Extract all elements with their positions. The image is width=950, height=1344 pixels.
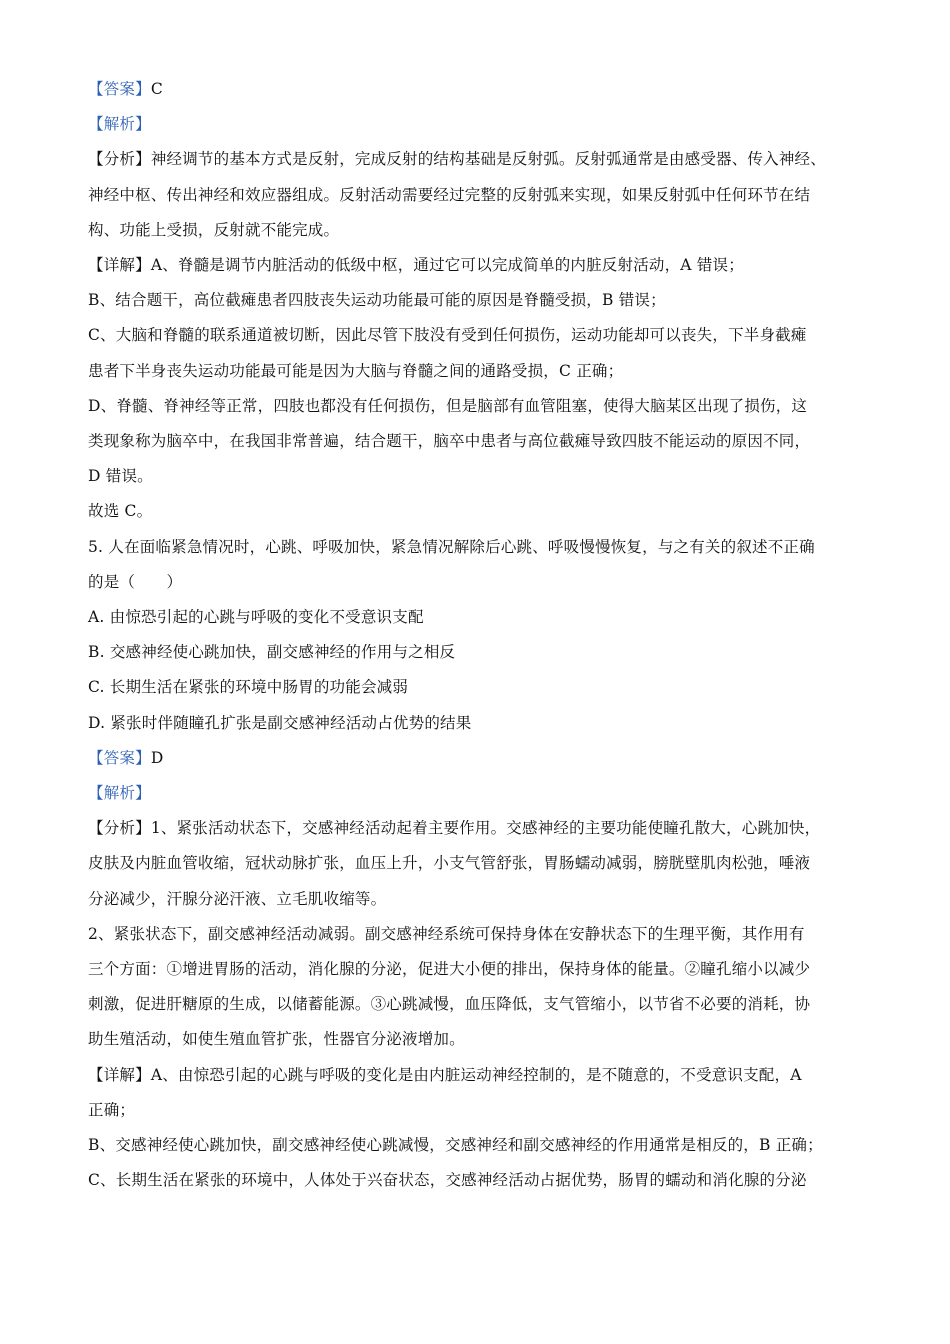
xiangjie-text: A、脊髓是调节内脏活动的低级中枢，通过它可以完成简单的内脏反射活动，A 错误； <box>150 256 744 275</box>
answer-value: C <box>150 80 163 98</box>
q5-fenxi-line: 三个方面：①增进胃肠的活动，消化腺的分泌，促进大小便的排出，保持身体的能量。②瞳孔缩小以减少 <box>88 960 811 979</box>
q4-xiangjie-line: B、结合题干，高位截瘫患者四肢丧失运动功能最可能的原因是脊髓受损，B 错误； <box>88 291 666 310</box>
q5-xiangjie-line: C、长期生活在紧张的环境中，人体处于兴奋状态，交感神经活动占据优势，肠胃的蠕动和消化腺的分泌 <box>88 1171 807 1190</box>
q4-fenxi-line <box>88 142 878 177</box>
q5-fenxi-line <box>88 811 878 846</box>
q5-fenxi-line: 刺激，促进肝糖原的生成，以储蓄能源。③心跳减慢，血压降低，支气管缩小，以节省不必要的消耗，协 <box>88 995 811 1014</box>
q4-answer-line <box>88 72 878 107</box>
q5-option-c: C. 长期生活在紧张的环境中肠胃的功能会减弱 <box>88 678 409 697</box>
xiangjie-tag: 【详解】 <box>88 256 151 275</box>
fenxi-tag: 【分析】 <box>88 150 151 169</box>
q5-fenxi-line: 分泌减少，汗腺分泌汗液、立毛肌收缩等。 <box>88 889 387 908</box>
fenxi-text: 神经调节的基本方式是反射，完成反射的结构基础是反射弧。反射弧通常是由感受器、传入神经、 <box>150 150 826 169</box>
q4-xiangjie-line <box>88 248 878 283</box>
analysis-tag: 【解析】 <box>88 115 151 134</box>
xiangjie-tag: 【详解】 <box>88 1065 151 1084</box>
q5-answer-line <box>88 741 878 776</box>
q5-fenxi-line: 助生殖活动，如使生殖血管扩张，性器官分泌液增加。 <box>88 1030 465 1049</box>
q5-fenxi-line: 皮肤及内脏血管收缩，冠状动脉扩张，血压上升，小支气管舒张，胃肠蠕动减弱，膀胱壁肌肉松弛，唾液 <box>88 854 811 873</box>
document-page <box>88 72 878 1199</box>
q5-xiangjie-line: 正确； <box>88 1100 136 1119</box>
q4-xiangjie-line: 类现象称为脑卒中，在我国非常普遍，结合题干，脑卒中患者与高位截瘫导致四肢不能运动的原因不同， <box>88 432 811 451</box>
q4-xiangjie-line: D 错误。 <box>88 467 153 486</box>
q5-xiangjie-line <box>88 1058 878 1093</box>
xiangjie-text: A、由惊恐引起的心跳与呼吸的变化是由内脏运动神经控制的，是不随意的，不受意识支配，A <box>150 1065 802 1084</box>
q5-option-d: D. 紧张时伴随瞳孔扩张是副交感神经活动占优势的结果 <box>88 713 472 732</box>
q4-fenxi-line: 构、功能上受损，反射就不能完成。 <box>88 220 340 239</box>
q4-xiangjie-line: C、大脑和脊髓的联系通道被切断，因此尽管下肢没有受到任何损伤，运动功能却可以丧失，下半身截瘫 <box>88 326 807 345</box>
q5-fenxi-line: 2、紧张状态下，副交感神经活动减弱。副交感神经系统可保持身体在安静状态下的生理平衡，其作用有 <box>88 924 805 943</box>
q5-stem-line: 的是（ ） <box>88 572 183 591</box>
q5-analysis-heading <box>88 776 878 811</box>
q4-xiangjie-line: 患者下半身丧失运动功能最可能是因为大脑与脊髓之间的通路受损，C 正确； <box>88 361 624 380</box>
q5-option-b: B. 交感神经使心跳加快，副交感神经的作用与之相反 <box>88 643 456 662</box>
fenxi-tag: 【分析】 <box>88 819 151 838</box>
analysis-tag: 【解析】 <box>88 784 151 803</box>
q4-conclusion: 故选 C。 <box>88 502 153 521</box>
answer-value: D <box>150 748 164 767</box>
q4-xiangjie-line: D、脊髓、脊神经等正常，四肢也都没有任何损伤，但是脑部有血管阻塞，使得大脑某区出现了损伤，这 <box>88 396 808 415</box>
q5-option-a: A. 由惊恐引起的心跳与呼吸的变化不受意识支配 <box>88 608 424 627</box>
q4-fenxi-line: 神经中枢、传出神经和效应器组成。反射活动需要经过完整的反射弧来实现，如果反射弧中任何环节在结 <box>88 185 811 204</box>
q4-analysis-heading <box>88 107 878 142</box>
answer-tag: 【答案】 <box>88 80 151 98</box>
q5-xiangjie-line: B、交感神经使心跳加快，副交感神经使心跳减慢，交感神经和副交感神经的作用通常是相反的，B 正确； <box>88 1136 823 1155</box>
q5-stem-line: 5. 人在面临紧急情况时，心跳、呼吸加快，紧急情况解除后心跳、呼吸慢慢恢复，与之有关的叙述不正确 <box>88 537 815 556</box>
answer-tag: 【答案】 <box>88 748 151 767</box>
fenxi-text: 1、紧张活动状态下，交感神经活动起着主要作用。交感神经的主要功能使瞳孔散大，心跳加快， <box>150 819 821 838</box>
